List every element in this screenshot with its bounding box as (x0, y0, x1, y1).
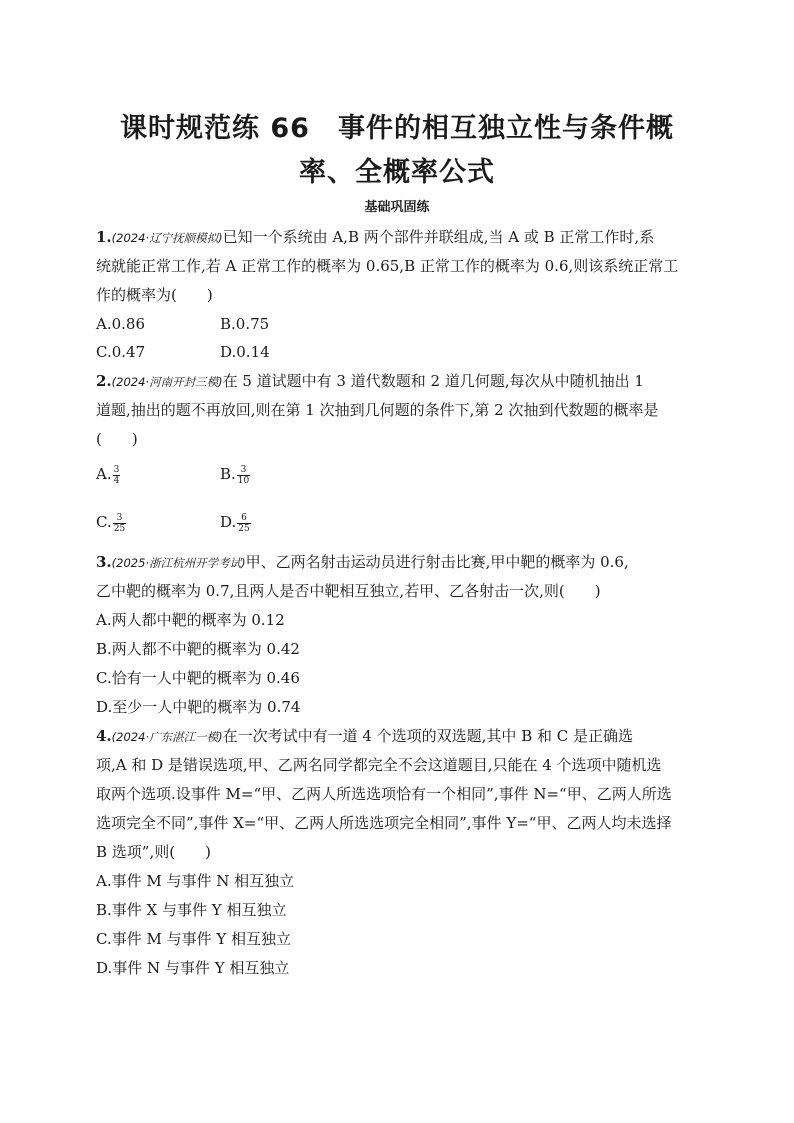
question-2 (96, 371, 644, 392)
question-4-option-d: D.事件 N 与事件 Y 相互独立 (96, 959, 290, 977)
question-1-option-c: C.0.47 (96, 343, 146, 361)
question-4-line-2: 项,A 和 D 是错误选项,甲、乙两名同学都完全不会这道题目,只能在 4 个选项中随机选 (96, 756, 662, 774)
page-title-line-2: 率、全概率公式 (299, 157, 495, 188)
fraction-numerator: 3 (113, 464, 120, 475)
question-1-option-a: A.0.86 (96, 315, 145, 333)
question-1-line-1: 已知一个系统由 A,B 两个部件并联组成,当 A 或 B 正常工作时,系 (222, 228, 655, 246)
question-3-option-b: B.两人都不中靶的概率为 0.42 (96, 640, 300, 658)
question-3-line-1: 甲、乙两名射击运动员进行射击比赛,甲中靶的概率为 0.6, (245, 553, 629, 571)
question-2-option-b (220, 464, 250, 486)
fraction-numerator: 3 (237, 465, 250, 476)
question-1-line-2: 统就能正常工作,若 A 正常工作的概率为 0.65,B 正常工作的概率为 0.6,则该系统正常工 (96, 257, 679, 275)
question-4-line-5: B 选项”,则( ) (96, 843, 211, 861)
question-3-option-c: C.恰有一人中靶的概率为 0.46 (96, 669, 300, 687)
question-2-source: (2024·河南开封三模) (111, 375, 223, 389)
page-title-line-1: 课时规范练 66 事件的相互独立性与条件概 (120, 113, 674, 144)
question-4-line-4: 选项完全不同”,事件 X=“甲、乙两人所选选项完全相同”,事件 Y=“甲、乙两人均未选择 (96, 814, 672, 832)
question-1-source: (2024·辽宁抚顺模拟) (111, 231, 223, 245)
question-4-source: (2024·广东湛江一模) (111, 730, 223, 744)
question-3-option-d: D.至少一人中靶的概率为 0.74 (96, 698, 301, 716)
question-3-option-a: A.两人都中靶的概率为 0.12 (96, 611, 285, 629)
question-4-line-3: 取两个选项.设事件 M=“甲、乙两人所选选项恰有一个相同”,事件 N=“甲、乙两人所选 (96, 785, 672, 803)
fraction-denominator: 25 (238, 523, 250, 534)
question-1-line-3: 作的概率为( ) (96, 286, 213, 304)
question-1-number: 1. (96, 228, 112, 246)
question-3-source: (2025·浙江杭州开学考试) (111, 556, 246, 570)
fraction-numerator: 3 (113, 513, 126, 524)
question-1-option-b: B.0.75 (220, 315, 270, 333)
question-2-option-c-label: C. (96, 513, 112, 531)
fraction-denominator: 10 (237, 475, 250, 486)
question-1-option-d: D.0.14 (220, 343, 270, 361)
question-3-line-2: 乙中靶的概率为 0.7,且两人是否中靶相互独立,若甲、乙各射击一次,则( ) (96, 582, 601, 600)
question-1 (96, 227, 654, 248)
question-2-option-c (96, 512, 126, 534)
question-2-option-b-label: B. (220, 465, 236, 483)
question-4-option-a: A.事件 M 与事件 N 相互独立 (96, 872, 295, 890)
question-2-option-d-label: D. (220, 513, 237, 531)
question-2-option-a-label: A. (96, 465, 112, 483)
question-2-number: 2. (96, 372, 112, 390)
question-4-option-b: B.事件 X 与事件 Y 相互独立 (96, 901, 287, 919)
question-2-option-c-fraction (113, 513, 126, 534)
question-2-line-1: 在 5 道试题中有 3 道代数题和 2 道几何题,每次从中随机抽出 1 (222, 372, 644, 390)
fraction-denominator: 4 (113, 475, 120, 486)
fraction-denominator: 25 (113, 523, 126, 534)
question-2-option-d (220, 512, 251, 534)
question-2-line-2: 道题,抽出的题不再放回,则在第 1 次抽到几何题的条件下,第 2 次抽到代数题的概率是 (96, 401, 659, 419)
question-2-option-d-fraction (237, 513, 250, 534)
section-heading: 基础巩固练 (364, 200, 430, 215)
fraction-numerator: 6 (237, 513, 250, 524)
question-4-option-c: C.事件 M 与事件 Y 相互独立 (96, 930, 292, 948)
question-3-number: 3. (96, 553, 112, 571)
question-4-line-1: 在一次考试中有一道 4 个选项的双选题,其中 B 和 C 是正确选 (222, 727, 634, 745)
question-3 (96, 552, 629, 573)
question-2-option-b-fraction (237, 465, 250, 486)
question-2-option-a (96, 464, 120, 486)
question-4 (96, 726, 633, 747)
question-4-number: 4. (96, 727, 112, 745)
question-2-option-a-fraction (113, 465, 121, 486)
question-2-line-3: ( ) (96, 430, 138, 448)
